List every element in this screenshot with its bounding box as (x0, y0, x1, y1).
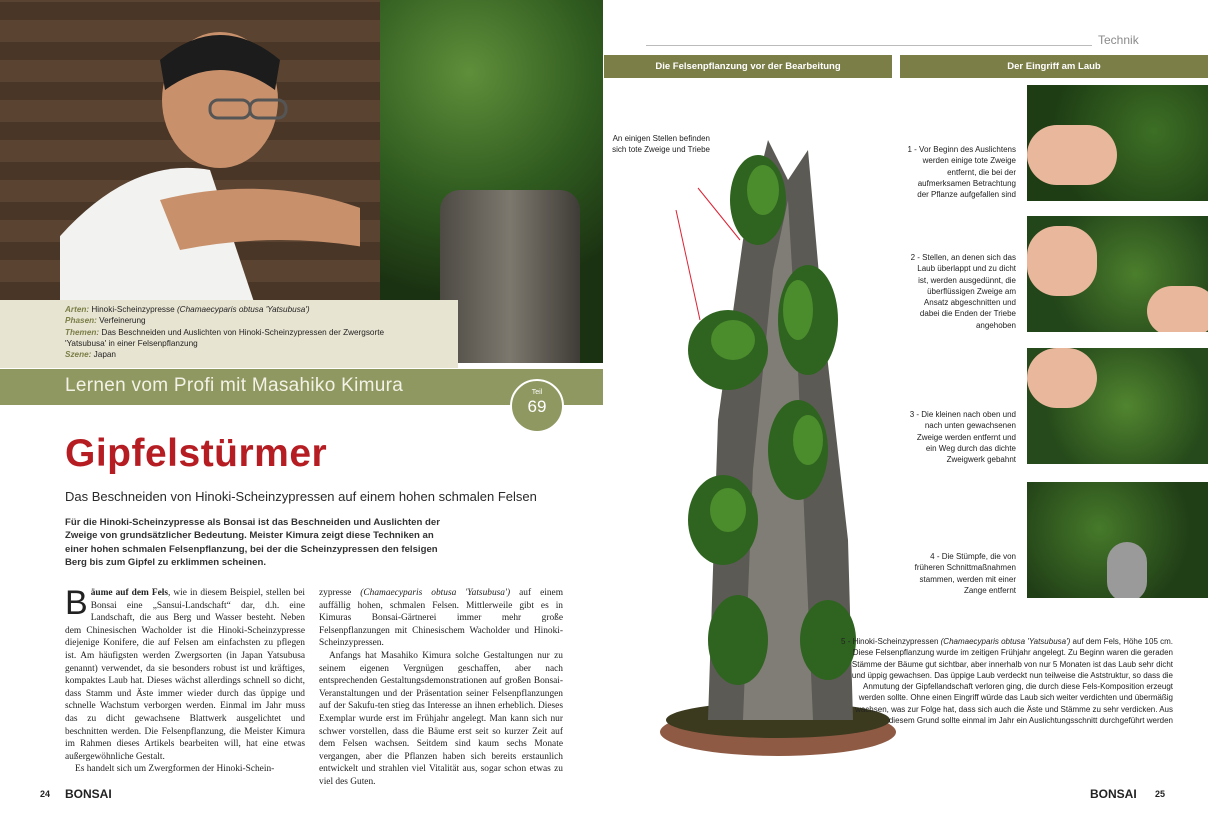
page-number-left: 24 (40, 789, 51, 799)
annotation-arrows (660, 180, 750, 330)
step-2-caption: 2 - Stellen, an denen sich das Laub überlappt und zu dicht ist, werden ausgedünnt, die überflüssigen Zweige am Ansatz abgeschnitten und dabei die Enden der Triebe angehoben (910, 253, 1016, 330)
series-title: Lernen vom Profi mit Masahiko Kimura (65, 375, 404, 396)
body-column-1: Bäume auf dem Fels, wie in diesem Beispiel, stellen bei Bonsai eine „Sansui-Landschaft“ dar, d.h. eine Landschaft, die aus Berg und Wasser besteht. Neben dem Chinesischen Wacholder ist die Hinoki-Scheinzypresse diejenige Konifere, die auf Felsen am einfachsten zu pflegen ist. Am häufigsten werden Zwergsorten (in Japan Yatsubusa genannt) verwendet, da sie besonders robust ist und kräftiges, kompaktes Laub hat. Dieses wächst allerdings schnell so dicht, dass Stamm und Äste immer wieder durch das üppige und schnelle Wachstum verborgen werden. Einmal im Jahr muss das zu dicht gewachsene Blattwerk ausgelichtet und beschnitten werden. Die Felsenpflanzung, die Meister Kimura im Rahmen dieses Artikels bearbeiten will, hat eine etwas außergewöhnliche Gestalt. Es handelt sich um Zwergformen der Hinoki-Schein- (65, 584, 305, 775)
part-number-badge: Teil 69 (510, 379, 564, 433)
step-4-photo (1027, 482, 1208, 598)
lead-paragraph: Für die Hinoki-Scheinzypresse als Bonsai ist das Beschneiden und Auslichten der Zweige von grundsätzlicher Bedeutung. Meister Kimura zeigt diese Techniken an einer hohen schmalen Felsenpflanzung, bei der die Scheinzypressen den felsigen Berg bis zum Gipfel zu erklimmen scheinen. (65, 517, 440, 569)
magazine-logo-left: BONSAI (65, 787, 112, 801)
article-info-box: Arten: Hinoki-Scheinzypresse (Chamaecyparis obtusa 'Yatsubusa') Phasen: Verfeinerung Themen: Das Beschneiden und Auslichten von Hinoki-Scheinzypressen der Zwergsorte 'Yatsubusa' in einer Felsenpflanzung Szene: Japan (0, 300, 458, 368)
step-1-caption: 1 - Vor Beginn des Auslichtens werden einige tote Zweige entfernt, die bei der aufmerksamen Betrachtung der Pflanze aufgefallen sind (907, 145, 1016, 200)
step-4-caption: 4 - Die Stümpfe, die von früheren Schnittmaßnahmen stammen, werden mit einer Zange entfernt (914, 552, 1016, 595)
step-1-photo (1027, 85, 1208, 201)
section-label: Technik (1098, 33, 1139, 47)
page-number-right: 25 (1155, 789, 1166, 799)
section-bar-before: Die Felsenpflanzung vor der Bearbeitung (604, 55, 892, 78)
dropcap: B (65, 584, 88, 622)
step-3-photo (1027, 348, 1208, 464)
step-5-caption: 5 - Hinoki-Scheinzypressen (Chamaecyparis obtusa 'Yatsubusa') auf dem Fels, Höhe 105 cm. Diese Felsenpflanzung wurde im zeitigen Frühjahr angelegt. Zu Beginn waren die geraden Stämme der Bäume gut sichtbar, aber innerhalb von nur 5 Monaten ist das Laub sehr dicht und üppig gewachsen. Das üppige Laub verdeckt nun teilweise die Aststruktur, so dass die Anmutung der Gipfellandschaft verloren ging, die durch diese Fels-Komposition erzeugt werden sollte. Ohne einen Eingriff würde das Laub sich weiter verdichten und übermäßig wachsen, was zur Folge hat, dass sich auch die Äste und Stämme zu sehr verdicken. Aus diesem Grund sollte einmal im Jahr ein Auslichtungsschnitt durchgeführt werden (841, 637, 1173, 726)
section-bar-intervention: Der Eingriff am Laub (900, 55, 1208, 78)
headline: Gipfelstürmer (65, 432, 328, 475)
step-3-caption: 3 - Die kleinen nach oben und nach unten gewachsenen Zweige werden entfernt und ein Weg durch das dichte Zweigwerk gebahnt (909, 410, 1016, 465)
dead-branches-note: An einigen Stellen befinden sich tote Zweige und Triebe (612, 134, 710, 155)
magazine-logo-right: BONSAI (1090, 787, 1137, 801)
subheadline: Das Beschneiden von Hinoki-Scheinzypressen auf einem hohen schmalen Felsen (65, 489, 537, 504)
step-2-photo (1027, 216, 1208, 332)
body-column-2: zypresse (Chamaecyparis obtusa 'Yatsubusa') auf einem auffällig hohen, schmalen Felsen. Mittlerweile gibt es in Kimuras Bonsai-Gärtnerei immer mehr große Felsenpflanzungen mit Chinesischem Wacholder und Hinoki-Scheinzypressen. Anfangs hat Masahiko Kimura solche Gestaltungen nur zu seinem eigenen Vergnügen geschaffen, aber nach entsprechenden Gestaltungsdemonstrationen auf großen Bonsai-Veranstaltungen und der Präsentation seiner Felsenpflanzungen auf der Sakufu-ten stieg das Interesse an ihnen erheblich. Dieses Exemplar wurde erst im Frühjahr angelegt. Man kann sich nur schwer vorstellen, dass die Bäume erst seit so kurzer Zeit auf dem Felsen wachsen. Seitdem sind kaum sechs Monate vergangen, aber die Pflanzen haben sich bereits erstaunlich entwickelt und strahlen viel Vitalität aus, sogar schon etwas zu viel des Guten. (319, 588, 563, 787)
header-rule (646, 45, 1092, 46)
